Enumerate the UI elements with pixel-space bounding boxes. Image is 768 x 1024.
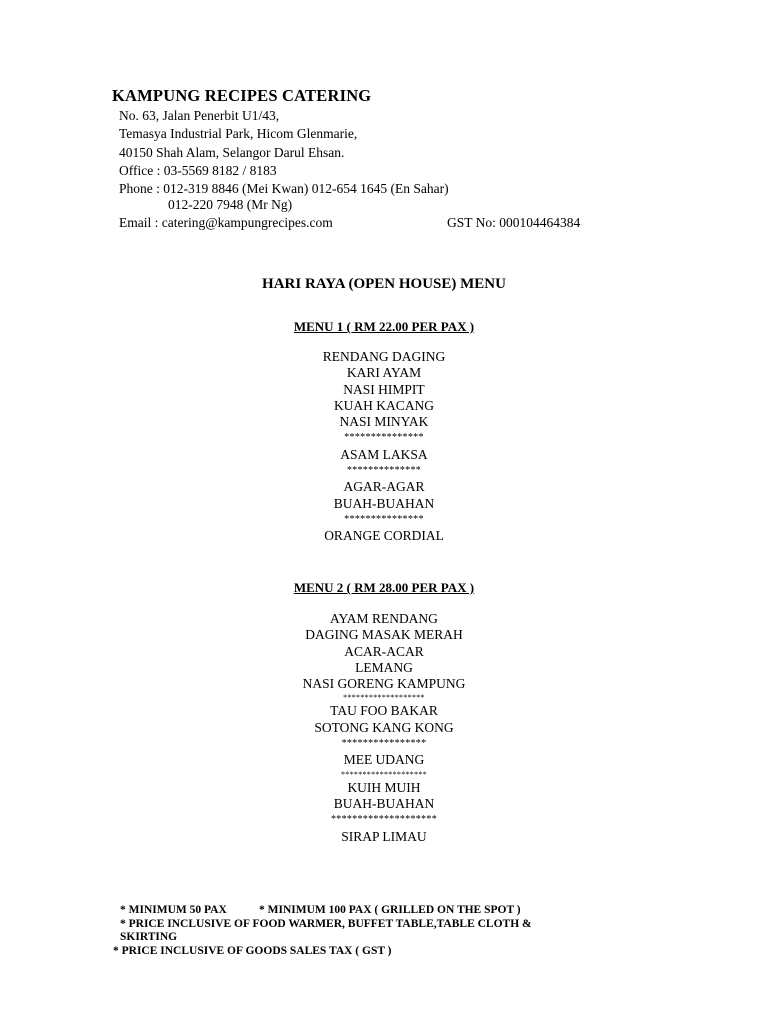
menu-item: ASAM LAKSA [340, 446, 428, 462]
menu-item: TAU FOO BAKAR [330, 703, 438, 719]
note-gst: * PRICE INCLUSIVE OF GOODS SALES TAX ( GST ) [113, 945, 392, 957]
menu-2-heading: MENU 2 ( RM 28.00 PER PAX ) [293, 580, 475, 595]
note-price-inclusive: * PRICE INCLUSIVE OF FOOD WARMER, BUFFET TABLE,TABLE CLOTH & [120, 918, 532, 930]
phone-line-2: 012-220 7948 (Mr Ng) [168, 197, 293, 212]
divider-stars: ******************** [341, 769, 427, 779]
address-line-2: Temasya Industrial Park, Hicom Glenmarie, [119, 126, 358, 141]
address-line-3: 40150 Shah Alam, Selangor Darul Ehsan. [119, 145, 345, 160]
page-title: HARI RAYA (OPEN HOUSE) MENU [262, 276, 506, 292]
note-price-inclusive-cont: SKIRTING [120, 931, 178, 943]
menu-item: RENDANG DAGING [322, 349, 446, 364]
menu-item: KUIH MUIH [347, 779, 421, 795]
menu-item: NASI MINYAK [339, 414, 429, 430]
menu-1-heading: MENU 1 ( RM 22.00 PER PAX ) [293, 319, 475, 334]
menu-item: BUAH-BUAHAN [333, 495, 435, 511]
note-minimum-50: * MINIMUM 50 PAX [120, 904, 227, 916]
email: Email : catering@kampungrecipes.com [119, 215, 333, 230]
menu-item: SOTONG KANG KONG [314, 719, 454, 735]
menu-1-list [0, 349, 768, 545]
menu-item: ORANGE CORDIAL [324, 528, 444, 544]
divider-stars: ******************* [343, 693, 425, 703]
company-name: KAMPUNG RECIPES CATERING [112, 86, 372, 105]
menu-item: KUAH KACANG [333, 397, 435, 413]
divider-stars: *************** [344, 513, 424, 525]
office-phone: Office : 03-5569 8182 / 8183 [119, 163, 277, 178]
divider-stars: ************** [346, 465, 422, 477]
menu-item: KARI AYAM [346, 365, 422, 381]
menu-item: MEE UDANG [343, 752, 425, 768]
menu-item: SIRAP LIMAU [341, 828, 427, 844]
menu-item: BUAH-BUAHAN [333, 795, 435, 811]
menu-item: NASI HIMPIT [343, 381, 425, 397]
menu-item: AYAM RENDANG [330, 611, 438, 626]
menu-item: NASI GORENG KAMPUNG [302, 676, 466, 692]
menu-item: ACAR-ACAR [344, 643, 424, 659]
divider-stars: **************** [341, 738, 427, 750]
divider-stars: *************** [344, 432, 424, 444]
menu-item: AGAR-AGAR [343, 479, 425, 495]
menu-item: LEMANG [355, 659, 413, 675]
gst-number: GST No: 000104464384 [447, 215, 581, 230]
address-line-1: No. 63, Jalan Penerbit U1/43, [119, 108, 280, 123]
menu-item: DAGING MASAK MERAH [305, 627, 463, 643]
phone-line-1: Phone : 012-319 8846 (Mei Kwan) 012-654 1645 (En Sahar) [119, 181, 449, 196]
menu-2-list [0, 611, 768, 845]
note-minimum-100: * MINIMUM 100 PAX ( GRILLED ON THE SPOT ) [259, 904, 521, 916]
divider-stars: ******************** [331, 814, 437, 826]
